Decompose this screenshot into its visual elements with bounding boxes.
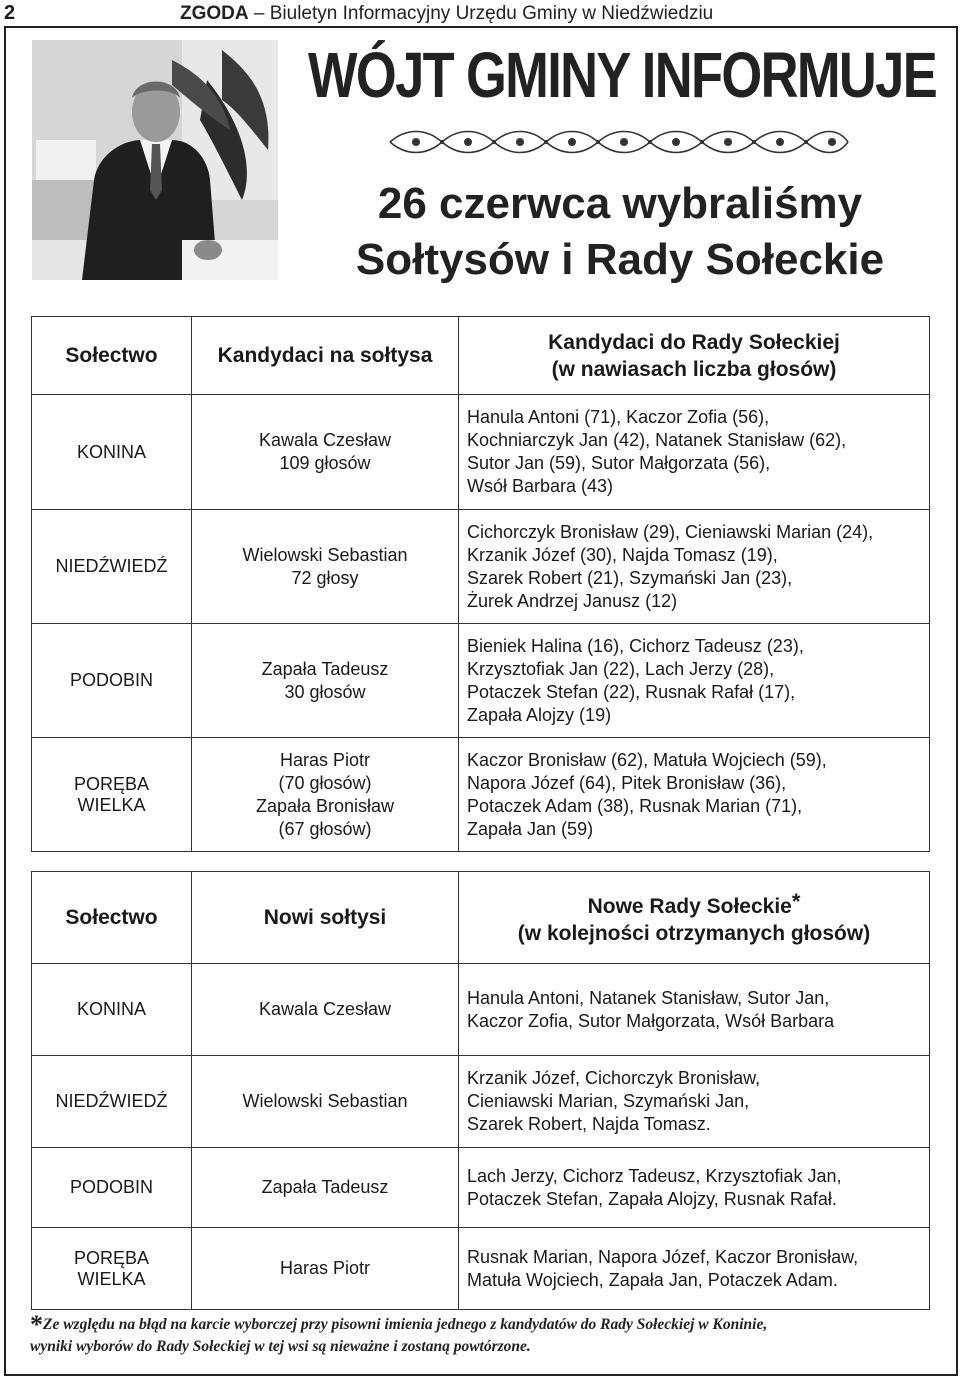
council-line: Hanula Antoni (71), Kaczor Zofia (56), [467,407,770,427]
candidate-votes: 30 głosów [284,681,366,702]
council-line: Potaczek Adam (38), Rusnak Marian (71), [467,795,803,816]
council-cell [459,395,930,510]
headline-line-2: Sołtysów i Rady Sołeckie [355,235,885,284]
publication-name: ZGODA [180,3,249,24]
council-line: Sutor Jan (59), Sutor Małgorzata (56), [467,453,771,473]
solectwo-name: KONINA [76,441,146,462]
solectwo-cell [32,738,192,852]
candidate-name: Kawala Czesław [258,430,392,450]
solectwo-name: KONINA [76,999,146,1019]
candidate-votes: 109 głosów [279,453,371,473]
solectwo-cell [32,1148,192,1228]
council-line: Napora Józef (64), Pitek Bronisław (36), [467,772,787,793]
mayor-photo [32,40,278,280]
table-row [32,964,930,1056]
header-solectwo: Sołectwo [32,872,192,964]
header-solectwo: Sołectwo [32,317,192,395]
header-council [459,317,930,395]
candidate-name: Zapała Bronisław [255,795,395,816]
header-council-line-2: (w kolejności otrzymanych głosów) [517,922,871,945]
candidates-cell [192,738,459,852]
header-council-text: Nowe Rady Sołeckie [587,895,792,918]
council-line: Krzysztofiak Jan (22), Lach Jerzy (28), [467,658,775,679]
solectwo-cell [32,395,192,510]
solectwo-name: PODOBIN [69,1177,153,1197]
table-row [32,510,930,624]
council-line: Wsół Barbara (43) [467,476,614,496]
table-row [32,1228,930,1310]
candidates-cell [192,510,459,624]
table-row [32,1056,930,1148]
header-new-heads: Nowi sołtysi [192,872,459,964]
council-cell [459,738,930,852]
table-row [32,624,930,738]
footnote-star: * [30,1310,43,1339]
solectwo-name: WIELKA [77,794,146,815]
candidate-name: Zapała Tadeusz [261,658,389,679]
solectwo-cell [32,1228,192,1310]
head-cell: Kawala Czesław [192,964,459,1056]
headline [300,176,940,288]
council-line: Żurek Andrzej Janusz (12) [467,590,678,611]
publication-subtitle: – Biuletyn Informacyjny Urzędu Gminy w Niedźwiedziu [248,3,714,24]
candidate-votes: 72 głosy [291,567,359,588]
table-header-row [32,317,930,395]
solectwo-cell [32,964,192,1056]
council-line: Rusnak Marian, Napora Józef, Kaczor Bronisław, [467,1246,859,1267]
council-line: Krzanik Józef, Cichorczyk Bronisław, [467,1068,761,1088]
council-line: Krzanik Józef (30), Najda Tomasz (19), [467,544,778,565]
header-council-line-1 [459,888,929,920]
council-line: Potaczek Stefan, Zapała Alojzy, Rusnak Rafał. [467,1188,837,1209]
headline-line-1: 26 czerwca wybraliśmy [377,179,863,228]
results-table [31,871,930,1310]
decorative-ornament [386,124,852,160]
footnote [30,1310,930,1358]
council-cell [459,1148,930,1228]
head-cell: Wielowski Sebastian [192,1056,459,1148]
council-line: Potaczek Stefan (22), Rusnak Rafał (17), [467,681,796,702]
council-line: Cichorczyk Bronisław (29), Cieniawski Marian (24), [467,521,874,542]
footnote-text-1: Ze względu na błąd na karcie wyborczej przy pisowni imienia jednego z kandydatów do Rady Sołeckiej w Koninie, [43,1316,768,1333]
council-line: Kochniarczyk Jan (42), Natanek Stanisław (62), [467,430,847,450]
solectwo-name: PODOBIN [69,670,153,690]
candidate-votes: (67 głosów) [278,818,372,839]
running-header [180,3,713,25]
candidate-votes: (70 głosów) [278,772,372,793]
council-line: Szarek Robert, Najda Tomasz. [467,1114,711,1134]
footnote-line-1 [30,1310,930,1339]
table-row [32,738,930,852]
header-council-line-2: (w nawiasach liczba głosów) [551,357,837,381]
council-line: Hanula Antoni, Natanek Stanisław, Sutor Jan, [467,987,830,1008]
candidates-table [31,316,930,852]
page-number: 2 [4,2,16,24]
solectwo-name: PORĘBA [73,1247,150,1268]
page-title: WÓJT GMINY INFORMUJE [308,39,937,111]
council-line: Zapała Jan (59) [467,818,594,839]
council-line: Cieniawski Marian, Szymański Jan, [467,1091,750,1111]
candidates-cell [192,624,459,738]
council-line: Szarek Robert (21), Szymański Jan (23), [467,567,793,588]
header-candidates: Kandydaci na sołtysa [192,317,459,395]
council-cell [459,624,930,738]
solectwo-cell [32,624,192,738]
table-header-row [32,872,930,964]
header-new-council [459,872,930,964]
council-line: Zapała Alojzy (19) [467,704,612,725]
table-row [32,395,930,510]
council-cell [459,1228,930,1310]
head-cell: Zapała Tadeusz [192,1148,459,1228]
solectwo-name: NIEDŹWIEDŹ [55,556,168,576]
council-cell [459,964,930,1056]
head-cell: Haras Piotr [192,1228,459,1310]
header-council-line-1: Kandydaci do Rady Sołeckiej [548,330,840,354]
asterisk-mark: * [791,889,801,914]
solectwo-name: PORĘBA [73,773,150,794]
council-cell [459,510,930,624]
footnote-line-2: wyniki wyborów do Rady Sołeckiej w tej wsi są nieważne i zostaną powtórzone. [30,1338,531,1355]
solectwo-name: NIEDŹWIEDŹ [55,1091,168,1111]
solectwo-name: WIELKA [77,1268,146,1289]
solectwo-cell [32,510,192,624]
council-line: Matuła Wojciech, Zapała Jan, Potaczek Adam. [467,1269,838,1290]
council-line: Kaczor Zofia, Sutor Małgorzata, Wsół Barbara [467,1010,835,1031]
solectwo-cell [32,1056,192,1148]
table-row [32,1148,930,1228]
council-line: Kaczor Bronisław (62), Matuła Wojciech (59), [467,749,827,770]
council-cell [459,1056,930,1148]
council-line: Bieniek Halina (16), Cichorz Tadeusz (23), [467,635,804,656]
candidate-name: Haras Piotr [279,749,371,770]
candidates-cell [192,395,459,510]
council-line: Lach Jerzy, Cichorz Tadeusz, Krzysztofiak Jan, [467,1165,842,1186]
candidate-name: Wielowski Sebastian [242,544,408,565]
